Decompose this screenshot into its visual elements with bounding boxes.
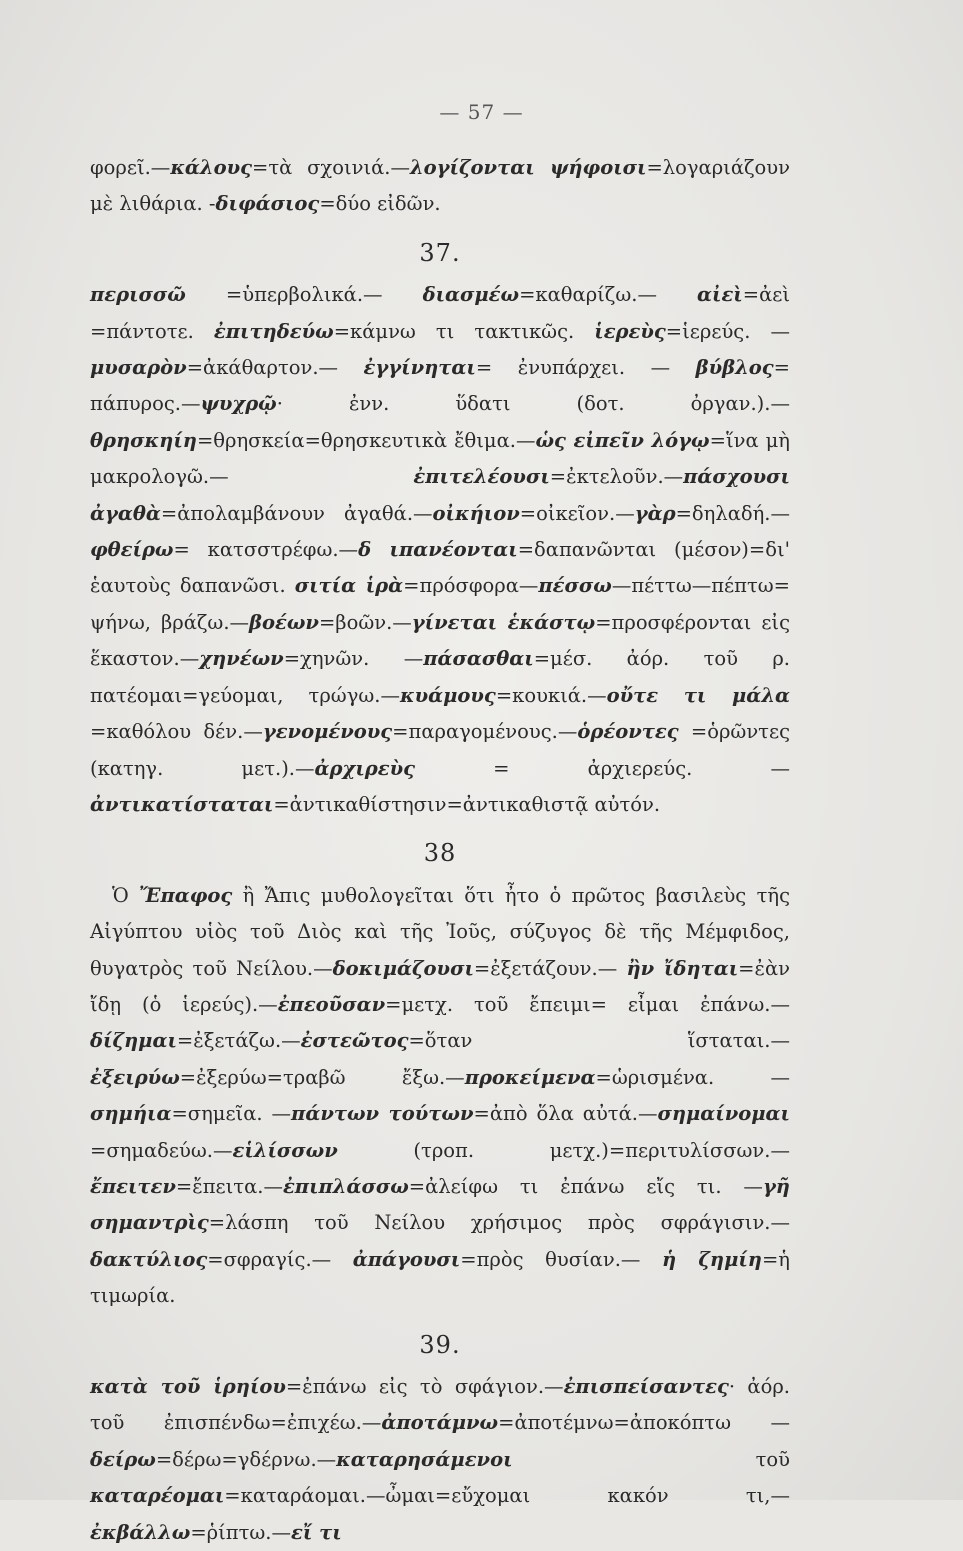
- glossary-term: ἐξειρύω: [90, 1065, 180, 1089]
- glossary-term: ἀποτάμνω: [381, 1411, 499, 1435]
- glossary-paragraph: περισσῶ =ὑπερβολικά.— διασμέω=καθαρίζω.— αἰεὶ=ἀεὶ =πάντοτε. ἐπιτηδεύω=κάμνω τι τακτικῶς. ἱερεὺς=ἱερεύς. —μυσαρὸν=ἀκάθαρτον.— ἐγγίνηται= ἐνυπάρχει. — βύβλος= πάπυρος.—ψυχρῷ· ἐνν. ὕδατι (δοτ. ὀργαν.).—θρησκηίη=θρησκεία=θρησκευτικὰ ἔθιμα.—ὡς εἰπεῖν λόγῳ=ἵνα μὴ μακρολογῶ.— ἐπιτελέουσι=ἐκτελοῦν.—πάσχουσι ἀγαθὰ=ἀπολαμβάνουν ἀγαθά.—οἰκήιον=οἰκεῖον.—γὰρ=δηλαδή.—φθείρω= κατσστρέφω.—δ ιπανέονται=δαπανῶνται (μέσον)=δι' ἑαυτοὺς δαπανῶσι. σιτία ἱρὰ=πρόσφορα—πέσσω—πέττω—πέπτω= ψήνω, βράζω.—βοέων=βοῶν.—γίνεται ἑκάστῳ=προσφέρονται εἰς ἕκαστον.—χηνέων=χηνῶν. —πάσασθαι=μέσ. ἀόρ. τοῦ ρ. πατέομαι=γεύομαι, τρώγω.—κυάμους=κουκιά.—οὔτε τι μάλα =καθόλου δέν.—γενομένους=παραγομένους.—ὁρέοντες =ὁρῶντες (κατηγ. μετ.).—ἀρχιρεὺς = ἀρχιερεύς. — ἀντικατίσταται=ἀντικαθίστησιν=ἀντικαθιστᾷ αὐτόν.: [90, 283, 791, 816]
- page-number: — 57 —: [439, 100, 524, 124]
- glossary-term: εἴ τι: [291, 1520, 342, 1544]
- section-number: 38: [423, 839, 457, 868]
- glossary-term: ἔπειτεν: [90, 1174, 176, 1198]
- glossary-term: ἐπιτηδεύω: [213, 319, 334, 343]
- glossary-term: γενομένους: [262, 720, 393, 744]
- glossary-term: ὡς εἰπεῖν λόγῳ: [535, 428, 710, 452]
- glossary-term: χηνέων: [199, 647, 284, 671]
- glossary-term: γίνεται ἑκάστῳ: [411, 610, 596, 634]
- section-number: 39.: [419, 1330, 461, 1359]
- glossary-term: ἐπιπλάσσω: [282, 1174, 409, 1198]
- glossary-term: ἐγγίνηται: [363, 356, 476, 380]
- glossary-term: οἰκήιον: [432, 501, 520, 525]
- glossary-term: ἀντικατίσταται: [90, 792, 274, 816]
- glossary-term: σημήια: [90, 1102, 172, 1126]
- glossary-term: σημαίνομαι: [657, 1102, 790, 1126]
- glossary-paragraph: κατὰ τοῦ ἱρηίου=ἐπάνω εἰς τὸ σφάγιον.—ἐπισπείσαντες· ἀόρ. τοῦ ἐπισπένδω=ἐπιχέω.—ἀποτάμνω=ἀποτέμνω=ἀποκόπτω — δείρω=δέρω=γδέρνω.—καταρησάμενοι τοῦ καταρέομαι=καταράομαι.—ὦμαι=εὔχομαι κακόν τι,—ἐκβάλλω=ῥίπτω.—εἴ τι: [90, 1375, 790, 1544]
- glossary-term: κυάμους: [399, 683, 496, 707]
- glossary-term: βοέων: [249, 610, 319, 634]
- glossary-term: μυσαρὸν: [90, 356, 187, 380]
- glossary-term: ἐστεῶτος: [300, 1029, 409, 1053]
- glossary-term: δίζημαι: [90, 1029, 177, 1053]
- glossary-term: καταρησάμενοι: [336, 1447, 513, 1471]
- glossary-term: καταρέομαι: [90, 1484, 225, 1508]
- glossary-term: δ ιπανέονται: [358, 538, 518, 562]
- glossary-term: πάσασθαι: [423, 647, 534, 671]
- glossary-term: πάσχουσι ἀγαθὰ: [90, 465, 790, 525]
- glossary-term: κάλους: [170, 156, 253, 179]
- glossary-term: ἡ ζημίη: [661, 1247, 762, 1271]
- glossary-term: δακτύλιος: [90, 1247, 208, 1271]
- glossary-term: θρησκηίη: [90, 428, 197, 452]
- glossary-term: σιτία ἱρὰ: [294, 574, 404, 598]
- glossary-term: ψυχρῷ: [200, 392, 277, 416]
- glossary-term: Ἔπαφος: [139, 883, 233, 907]
- glossary-term: ἐπεοῦσαν: [277, 992, 386, 1016]
- glossary-term: ἐκβάλλω: [90, 1520, 191, 1544]
- glossary-term: γὰρ: [634, 501, 676, 525]
- glossary-term: ἀρχιρεὺς: [314, 756, 415, 780]
- glossary-paragraph: φορεῖ.—κάλους=τὰ σχοινιά.—λογίζονται ψήφοισι=λογαριάζουν μὲ λιθάρια. -διφάσιος=δύο εἰδῶν.: [90, 156, 791, 216]
- glossary-term: εἱλίσσων: [232, 1138, 338, 1162]
- glossary-term: ἱερεὺς: [594, 319, 666, 343]
- glossary-term: διφάσιος: [215, 192, 320, 216]
- glossary-term: προκείμενα: [464, 1065, 596, 1089]
- section-number: 37.: [419, 238, 461, 267]
- glossary-term: ἢν ἴδηται: [626, 956, 739, 980]
- glossary-term: βύβλος: [695, 356, 774, 380]
- glossary-term: οὔτε τι μάλα: [606, 683, 790, 707]
- page-text: [90, 150, 790, 1551]
- glossary-term: αἰεὶ: [697, 283, 743, 307]
- glossary-term: γῆ σημαντρὶς: [90, 1174, 790, 1235]
- glossary-paragraph: Ὁ Ἔπαφος ἢ Ἄπις μυθολογεῖται ὅτι ἦτο ὁ πρῶτος βασιλεὺς τῆς Αἰγύπτου υἱὸς τοῦ Διὸς καὶ τῆς Ἰοῦς, σύζυγος δὲ τῆς Μέμφιδος, θυγατρὸς τοῦ Νείλου.—δοκιμάζουσι=ἐξετάζουν.— ἢν ἴδηται=ἐὰν ἴδῃ (ὁ ἱερεύς).—ἐπεοῦσαν=μετχ. τοῦ ἔπειμι= εἶμαι ἐπάνω.—δίζημαι=ἐξετάζω.—ἐστεῶτος=ὅταν ἵσταται.— ἐξειρύω=ἐξερύω=τραβῶ ἔξω.—προκείμενα=ὡρισμένα. —σημήια=σημεῖα. —πάντων τούτων=ἀπὸ ὅλα αὐτά.—σημαίνομαι =σημαδεύω.—εἱλίσσων (τροπ. μετχ.)=περιτυλίσσων.—ἔπειτεν=ἔπειτα.—ἐπιπλάσσω=ἀλείφω τι ἐπάνω εἴς τι. —γῆ σημαντρὶς=λάσπη τοῦ Νείλου χρήσιμος πρὸς σφράγισιν.—δακτύλιος=σφραγίς.— ἀπάγουσι=πρὸς θυσίαν.— ἡ ζημίη=ἡ τιμωρία.: [90, 883, 790, 1308]
- glossary-term: φθείρω: [90, 538, 174, 562]
- glossary-term: λογίζονται ψήφοισι: [410, 156, 647, 179]
- glossary-term: κατὰ τοῦ ἱρηίου: [90, 1375, 286, 1398]
- glossary-term: περισσῶ: [90, 283, 186, 307]
- glossary-term: διασμέω: [422, 283, 520, 307]
- glossary-term: πάντων τούτων: [291, 1102, 474, 1126]
- glossary-term: ἐπισπείσαντες: [563, 1375, 729, 1398]
- glossary-term: δοκιμάζουσι: [332, 956, 474, 980]
- glossary-term: ἀπάγουσι: [352, 1247, 461, 1271]
- glossary-term: πέσσω: [538, 574, 612, 598]
- glossary-term: ὁρέοντες: [577, 720, 679, 744]
- glossary-term: δείρω: [90, 1447, 156, 1471]
- glossary-term: ἐπιτελέουσι: [413, 465, 550, 489]
